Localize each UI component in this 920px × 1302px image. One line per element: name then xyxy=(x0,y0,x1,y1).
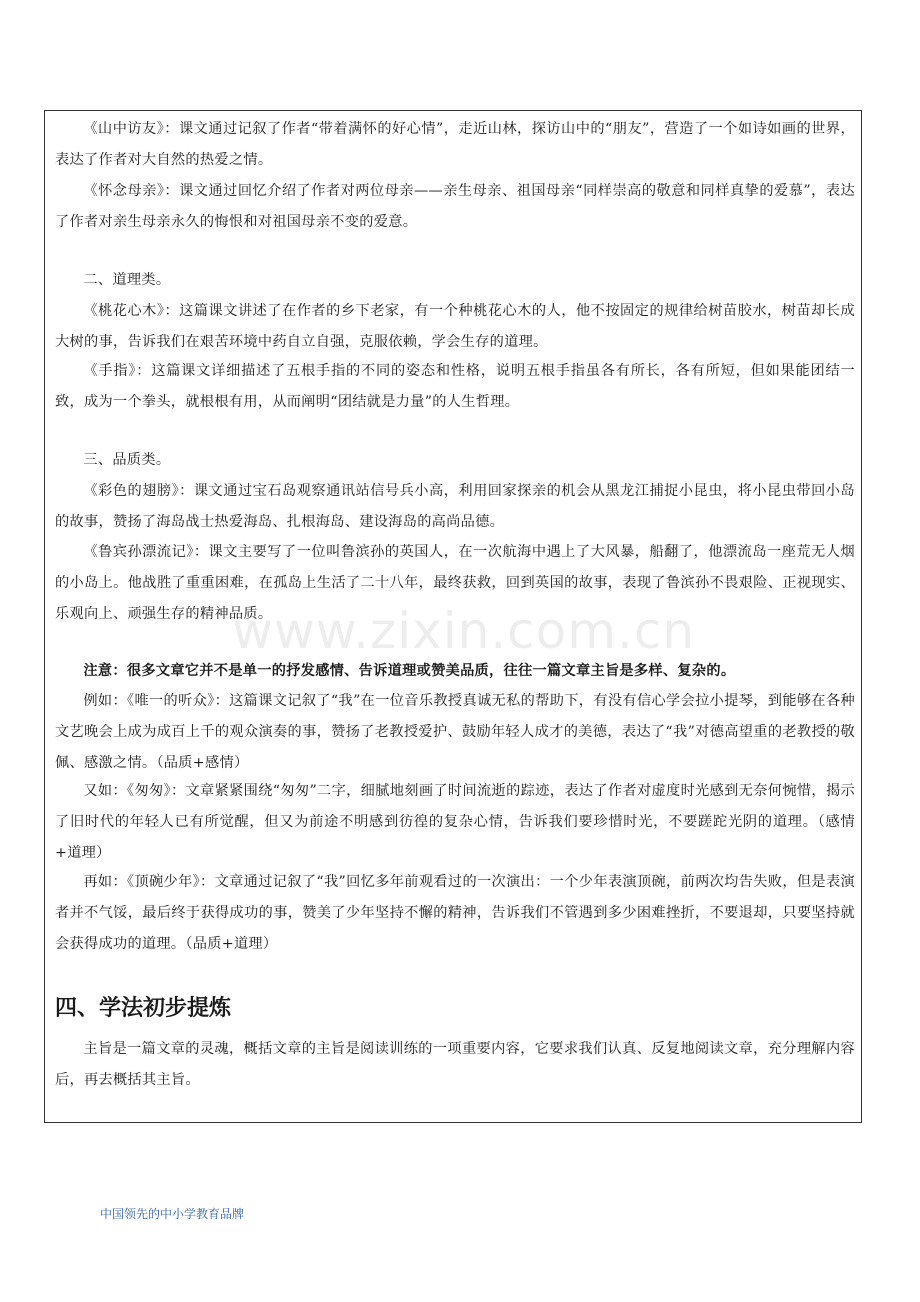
example-congcong: 又如：《匆匆》：文章紧紧围绕“匆匆”二字，细腻地刻画了时间流逝的踪迹，表达了作者对虚度时光感到无奈何惋惜，揭示了旧时代的年轻人已有所觉醒，但又为前途不明感到彷徨的复杂心情，告诉我们要珍惜时光，不要蹉跎光阴的道理。（感情+道理） xyxy=(55,783,855,861)
heading-quality-category: 三、品质类。 xyxy=(83,452,171,468)
note-paragraph: 注意：很多文章它并不是单一的抒发感情、告诉道理或赞美品质，往往一篇文章主旨是多样、复杂的。 xyxy=(83,663,736,679)
heading-reason-category: 二、道理类。 xyxy=(83,272,171,288)
footer-brand-text: 中国领先的中小学教育品牌 xyxy=(100,1207,245,1221)
watermark: www.zixin.com.cn xyxy=(232,602,696,660)
paragraph-shouzhi: 《手指》：这篇课文详细描述了五根手指的不同的姿态和性格，说明五根手指虽各有所长，各有所短，但如果能团结一致，成为一个拳头，就根根有用，从而阐明“团结就是力量”的人生哲理。 xyxy=(55,363,855,410)
paragraph-caise-chibang: 《彩色的翅膀》：课文通过宝石岛观察通讯站信号兵小高，利用回家探亲的机会从黑龙江捕捉小昆虫，将小昆虫带回小岛的故事，赞扬了海岛战士热爱海岛、扎根海岛、建设海岛的高尚品德。 xyxy=(55,483,855,530)
paragraph-lubinsun: 《鲁宾孙漂流记》：课文主要写了一位叫鲁滨孙的英国人，在一次航海中遇上了大风暴，船翻了，他漂流岛一座荒无人烟的小岛上。他战胜了重重困难，在孤岛上生活了二十八年，最终获救，回到英国的故事，表现了鲁滨孙不畏艰险、正视现实、乐观向上、顽强生存的精神品质。 xyxy=(55,544,855,622)
example-dingwan-shaonian: 再如：《顶碗少年》：文章通过记叙了“我”回忆多年前观看过的一次演出：一个少年表演顶碗，前两次均告失败，但是表演者并不气馁，最后终于获得成功的事，赞美了少年坚持不懈的精神，告诉我们不管遇到多少困难挫折，不要退却，只要坚持就会获得成功的道理。（品质+道理） xyxy=(55,874,855,952)
content-frame xyxy=(44,110,862,1123)
example-weiyi-tingzhong: 例如：《唯一的听众》：这篇课文记叙了“我”在一位音乐教授真诚无私的帮助下，有没有信心学会拉小提琴，到能够在各种文艺晚会上成为成百上千的观众演奏的事，赞扬了老教授爱护、鼓励年轻人成才的美德，表达了“我”对德高望重的老教授的敬佩、感激之情。（品质+感情） xyxy=(55,693,855,771)
paragraph-shanzhong-fangyou: 《山中访友》：课文通过记叙了作者“带着满怀的好心情”，走近山林，探访山中的“朋友”，营造了一个如诗如画的世界，表达了作者对大自然的热爱之情。 xyxy=(55,121,855,168)
section-4-heading: 四、学法初步提炼 xyxy=(55,996,232,1021)
paragraph-huainian-muqin: 《怀念母亲》：课文通过回忆介绍了作者对两位母亲——亲生母亲、祖国母亲“同样崇高的敬意和同样真挚的爱慕”，表达了作者对亲生母亲永久的悔恨和对祖国母亲不变的爱意。 xyxy=(55,183,855,230)
paragraph-taohua-xinmu: 《桃花心木》：这篇课文讲述了在作者的乡下老家，有一个种桃花心木的人，他不按固定的规律给树苗胶水，树苗却长成大树的事，告诉我们在艰苦环境中药自立自强，克服依赖，学会生存的道理。 xyxy=(55,303,855,350)
paragraph-main-idea-summary: 主旨是一篇文章的灵魂，概括文章的主旨是阅读训练的一项重要内容，它要求我们认真、反复地阅读文章，充分理解内容后，再去概括其主旨。 xyxy=(55,1041,855,1088)
